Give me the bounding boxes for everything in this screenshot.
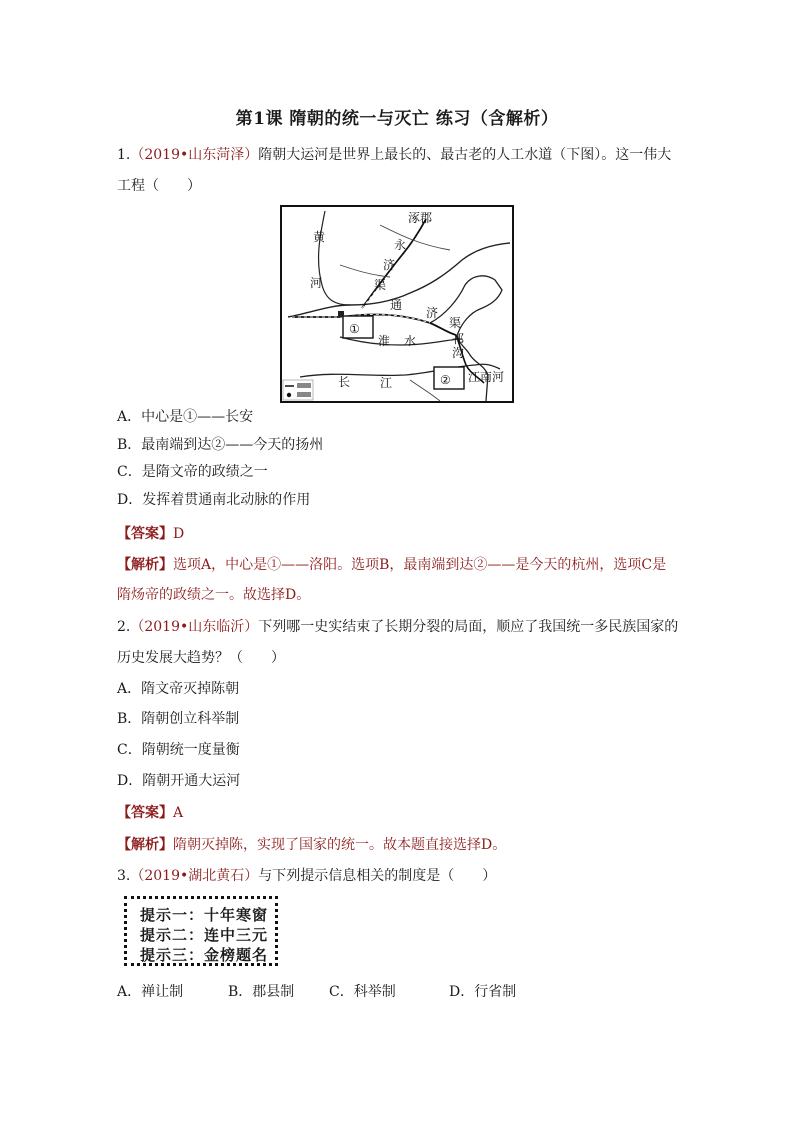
q2-stem-line1 <box>117 617 678 637</box>
grand-canal-map <box>280 205 514 403</box>
map-label-chang: 长 <box>338 375 351 389</box>
q1-analysis-line1 <box>117 555 666 575</box>
q3-hint-box <box>124 896 278 966</box>
q1-number: 1. <box>117 147 131 163</box>
map-label-ji2: 济 <box>426 306 439 320</box>
q3-option-c: C．科举制 <box>329 984 396 1000</box>
q2-stem-text: 下列哪一史实结束了长期分裂的局面，顺应了我国统一多民族国家的 <box>258 619 679 635</box>
q2-analysis-line1 <box>117 835 506 855</box>
q1-stem-line2: 工程（ ） <box>117 178 201 194</box>
q3-options <box>117 982 516 1002</box>
map-label-huai: 淮 <box>378 334 391 348</box>
q2-analysis-label: 【解析】 <box>117 837 173 853</box>
q3-stem-text: 与下列提示信息相关的制度是（ ） <box>258 868 497 884</box>
q1-answer <box>117 524 184 544</box>
q1-option-c: C．是隋文帝的政绩之一 <box>117 464 268 480</box>
map-label-qu2: 渠 <box>449 316 462 330</box>
q1-option-a: A．中心是①——长安 <box>117 409 254 425</box>
map-label-tong: 通 <box>390 298 403 312</box>
q2-stem-line2: 历史发展大趋势？（ ） <box>117 650 285 666</box>
map-label-ji1: 济 <box>383 258 396 272</box>
q2-option-d: D．隋朝开通大运河 <box>117 773 241 789</box>
map-label-jiangnanhe: 江南河 <box>468 370 505 384</box>
q1-analysis-line2: 隋炀帝的政绩之一。故选择D。 <box>117 587 311 603</box>
q2-source: （2019•山东临沂） <box>130 619 259 635</box>
q1-source: （2019•山东菏泽） <box>130 147 259 163</box>
q1-option-b: B．最南端到达②——今天的扬州 <box>117 437 324 453</box>
q3-number: 3. <box>117 868 131 884</box>
q2-number: 2. <box>117 619 131 635</box>
q1-analysis-label: 【解析】 <box>117 557 173 573</box>
q1-stem-text: 隋朝大运河是世界上最长的、最古老的人工水道（下图）。这一伟大 <box>258 147 672 163</box>
q3-stem-line1 <box>117 866 496 886</box>
q3-option-d: D．行省制 <box>449 984 517 1000</box>
q2-option-a: A．隋文帝灭掉陈朝 <box>117 681 240 697</box>
map-label-marker-2: ② <box>440 373 451 387</box>
q3-source: （2019•湖北黄石） <box>130 868 259 884</box>
q2-answer <box>117 803 183 823</box>
q1-stem-line1 <box>117 145 671 165</box>
q3-hint-2: 提示二：连中三元 <box>140 926 269 944</box>
map-label-qu1: 渠 <box>374 278 387 292</box>
map-label-gou: 沟 <box>452 346 465 360</box>
map-label-he: 河 <box>310 276 323 290</box>
q3-option-a: A．禅让制 <box>117 984 184 1000</box>
map-label-han: 邗 <box>452 332 465 346</box>
q2-option-c: C．隋朝统一度量衡 <box>117 742 240 758</box>
map-label-jiang: 江 <box>380 376 393 390</box>
q1-option-d: D．发挥着贯通南北动脉的作用 <box>117 492 311 508</box>
q2-answer-value: A <box>173 805 184 821</box>
q2-option-b: B．隋朝创立科举制 <box>117 711 240 727</box>
map-label-yong: 永 <box>394 238 407 252</box>
q2-answer-label: 【答案】 <box>117 805 173 821</box>
map-label-shui: 水 <box>404 334 417 348</box>
map-label-zhuojun: 涿郡 <box>408 211 433 225</box>
q1-answer-value: D <box>173 526 185 542</box>
q3-hint-1: 提示一：十年寒窗 <box>140 906 269 924</box>
q1-answer-label: 【答案】 <box>117 526 173 542</box>
q1-analysis-text: 选项A，中心是①——洛阳。选项B，最南端到达②——是今天的杭州，选项C是 <box>173 557 667 573</box>
map-label-marker-1: ① <box>349 322 360 336</box>
q3-option-b: B．郡县制 <box>228 984 295 1000</box>
page-title: 第1课 隋朝的统一与灭亡 练习（含解析） <box>235 109 559 129</box>
q3-hint-3: 提示三：金榜题名 <box>140 946 269 964</box>
q2-analysis-text: 隋朝灭掉陈，实现了国家的统一。故本题直接选择D。 <box>173 837 507 853</box>
map-label-huang: 黄 <box>313 230 326 244</box>
